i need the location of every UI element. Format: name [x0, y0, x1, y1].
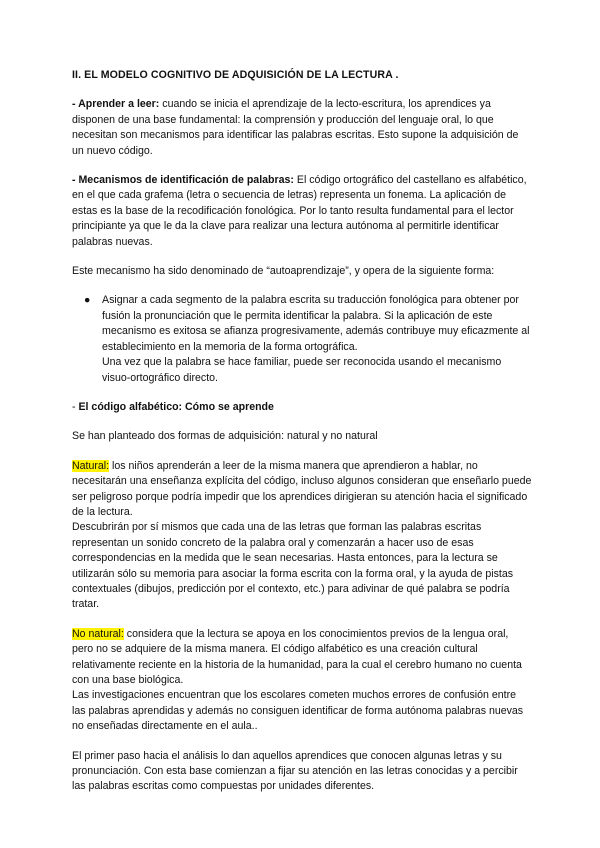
mecanismos-label: - Mecanismos de identificación de palabras: — [72, 174, 294, 187]
mecanismos-text: El código ortográfico del castellano es alfabético, en el que cada grafema (letra o secuencia de letras) representa un fonema. La aplicación de estas es la base de la recodificación fonológica. Por lo tanto resulta fundamental para el lector principiante ya que le da la clave para realizar una lectura autónoma al permitirle identificar palabras nuevas. — [72, 174, 527, 248]
codigo-dash: - — [72, 400, 79, 413]
paragraph-aprender-a-leer — [72, 97, 532, 159]
document-page — [72, 68, 532, 795]
bullet-text-2: Una vez que la palabra se hace familiar, puede ser reconocida usando el mecanismo visuo-ortográfico directo. — [102, 356, 502, 384]
codigo-alfabetico-heading — [72, 400, 532, 415]
bullet-text: Asignar a cada segmento de la palabra escrita su traducción fonológica para obtener por fusión la pronunciación que le permita identificar la palabra. Si la aplicación de este mecanismo es exitosa se afianza progresivamente, además contribuye muy eficazmente al establecimiento en la memoria de la forma ortográfica. — [102, 294, 530, 353]
no-natural-label-highlight: No natural: — [72, 627, 124, 640]
aprender-label: - Aprender a leer: — [72, 98, 160, 111]
list-item — [84, 293, 532, 385]
bullet-list — [72, 293, 532, 385]
natural-text-2: Descubrirán por sí mismos que cada una de las letras que forman las palabras escritas representan un sonido concreto de la palabra oral y comenzarán a hacer uso de esas correspondencias en la medida que le sean necesarias. Hasta entonces, para la lectura se utilizarán sólo su memoria para asociar la forma escrita con la forma oral, y la ayuda de pistas contextuales (dibujos, predicción por el contexto, etc.) para adivinar de qué palabra se podría tratar. — [72, 521, 514, 611]
paragraph-formas: Se han planteado dos formas de adquisición: natural y no natural — [72, 430, 378, 443]
paragraph-autoaprendizaje: Este mecanismo ha sido denominado de “autoaprendizaje”, y opera de la siguiente forma: — [72, 265, 495, 278]
aprender-text: cuando se inicia el aprendizaje de la lecto-escritura, los aprendices ya disponen de una base fundamental: la comprensión y producción del lenguaje oral, lo que necesitan son mecanismos para identificar las palabras escritas. Esto supone la adquisición de un nuevo código. — [72, 98, 519, 157]
paragraph-primer-paso: El primer paso hacia el análisis lo dan aquellos aprendices que conocen algunas letras y su pronunciación. Con esta base comienzan a fijar su atención en las letras conocidas y a percibir las palabras escritas como compuestas por unidades diferentes. — [72, 749, 518, 793]
codigo-label: El código alfabético: Cómo se aprende — [78, 400, 274, 413]
natural-label-highlight: Natural: — [72, 459, 110, 472]
section-title: II. EL MODELO COGNITIVO DE ADQUISICIÓN DE LA LECTURA . — [72, 69, 399, 81]
bullet-icon: ● — [84, 294, 91, 307]
paragraph-no-natural — [72, 627, 532, 735]
no-natural-text-2: Las investigaciones encuentran que los escolares cometen muchos errores de confusión entre las palabras aprendidas y además no consiguen identificar de forma autónoma palabras nuevas no enseñadas directamente en el aula.. — [72, 689, 524, 733]
natural-text: los niños aprenderán a leer de la misma manera que aprendieron a hablar, no necesitarán una enseñanza explícita del código, incluso algunos consideran que enseñarlo puede ser peligroso porque podría impedir que los aprendices dirigieran su atención hacia el significado de la lectura. — [72, 459, 532, 518]
paragraph-mecanismos — [72, 173, 532, 250]
paragraph-natural — [72, 459, 532, 613]
no-natural-text: considera que la lectura se apoya en los conocimientos previos de la lengua oral, pero no se adquiere de la misma manera. El código alfabético es una creación cultural relativamente reciente en la historia de la humanidad, para la cual el cerebro humano no cuenta con una base biológica. — [72, 627, 522, 686]
